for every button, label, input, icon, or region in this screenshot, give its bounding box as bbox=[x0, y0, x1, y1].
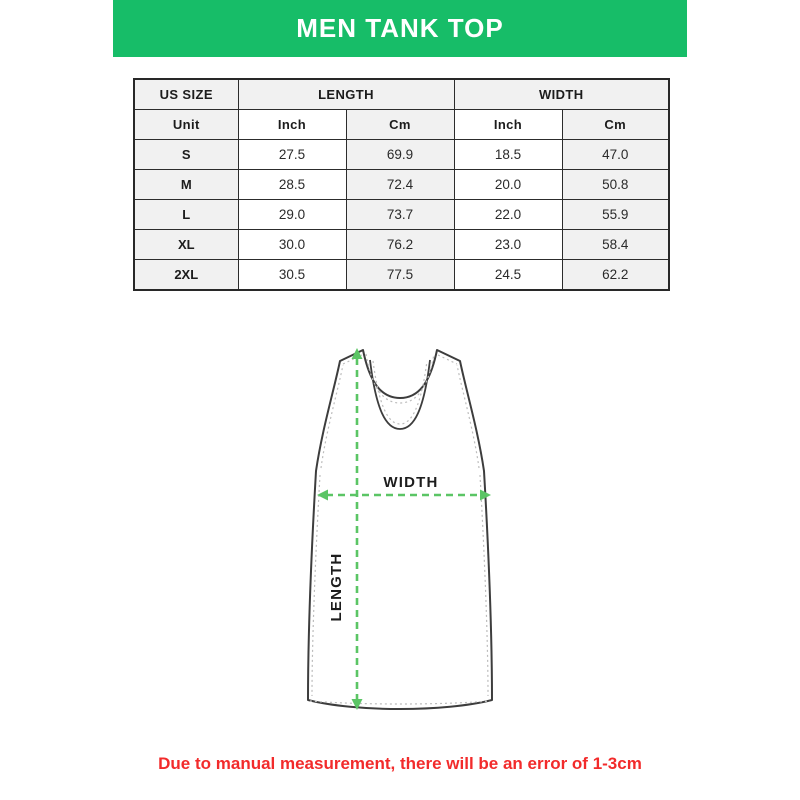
table-row bbox=[134, 140, 669, 170]
length-cm-value: 69.9 bbox=[346, 140, 454, 170]
size-label: L bbox=[134, 200, 238, 230]
table-row bbox=[134, 200, 669, 230]
tank-outline bbox=[308, 350, 492, 709]
unit-label: Unit bbox=[134, 110, 238, 140]
length-cm-value: 77.5 bbox=[346, 260, 454, 291]
width-cm-value: 55.9 bbox=[562, 200, 669, 230]
width-inch-value: 18.5 bbox=[454, 140, 562, 170]
length-cm-value: 76.2 bbox=[346, 230, 454, 260]
length-inch-value: 28.5 bbox=[238, 170, 346, 200]
width-inch-value: 22.0 bbox=[454, 200, 562, 230]
title-banner bbox=[113, 0, 687, 57]
length-cm-label: Cm bbox=[346, 110, 454, 140]
size-label: M bbox=[134, 170, 238, 200]
width-cm-value: 50.8 bbox=[562, 170, 669, 200]
size-label: S bbox=[134, 140, 238, 170]
width-inch-value: 23.0 bbox=[454, 230, 562, 260]
width-cm-label: Cm bbox=[562, 110, 669, 140]
width-cm-value: 47.0 bbox=[562, 140, 669, 170]
width-inch-label: Inch bbox=[454, 110, 562, 140]
size-table-container bbox=[133, 78, 668, 291]
length-inch-value: 29.0 bbox=[238, 200, 346, 230]
length-inch-value: 30.5 bbox=[238, 260, 346, 291]
table-row bbox=[134, 230, 669, 260]
width-inch-value: 20.0 bbox=[454, 170, 562, 200]
width-inch-value: 24.5 bbox=[454, 260, 562, 291]
table-row bbox=[134, 170, 669, 200]
header-width: WIDTH bbox=[454, 79, 669, 110]
length-cm-value: 73.7 bbox=[346, 200, 454, 230]
size-table bbox=[133, 78, 670, 291]
header-us-size: US SIZE bbox=[134, 79, 238, 110]
width-label: WIDTH bbox=[383, 474, 439, 491]
length-inch-value: 27.5 bbox=[238, 140, 346, 170]
size-label: 2XL bbox=[134, 260, 238, 291]
table-row bbox=[134, 260, 669, 291]
length-inch-value: 30.0 bbox=[238, 230, 346, 260]
length-cm-value: 72.4 bbox=[346, 170, 454, 200]
length-inch-label: Inch bbox=[238, 110, 346, 140]
table-unit-row bbox=[134, 110, 669, 140]
size-label: XL bbox=[134, 230, 238, 260]
tank-top-diagram bbox=[270, 338, 530, 724]
table-header-row bbox=[134, 79, 669, 110]
width-cm-value: 62.2 bbox=[562, 260, 669, 291]
length-label: LENGTH bbox=[328, 552, 345, 622]
page-title: MEN TANK TOP bbox=[296, 13, 504, 43]
width-cm-value: 58.4 bbox=[562, 230, 669, 260]
measurement-disclaimer: Due to manual measurement, there will be an error of 1-3cm bbox=[158, 754, 642, 773]
header-length: LENGTH bbox=[238, 79, 454, 110]
